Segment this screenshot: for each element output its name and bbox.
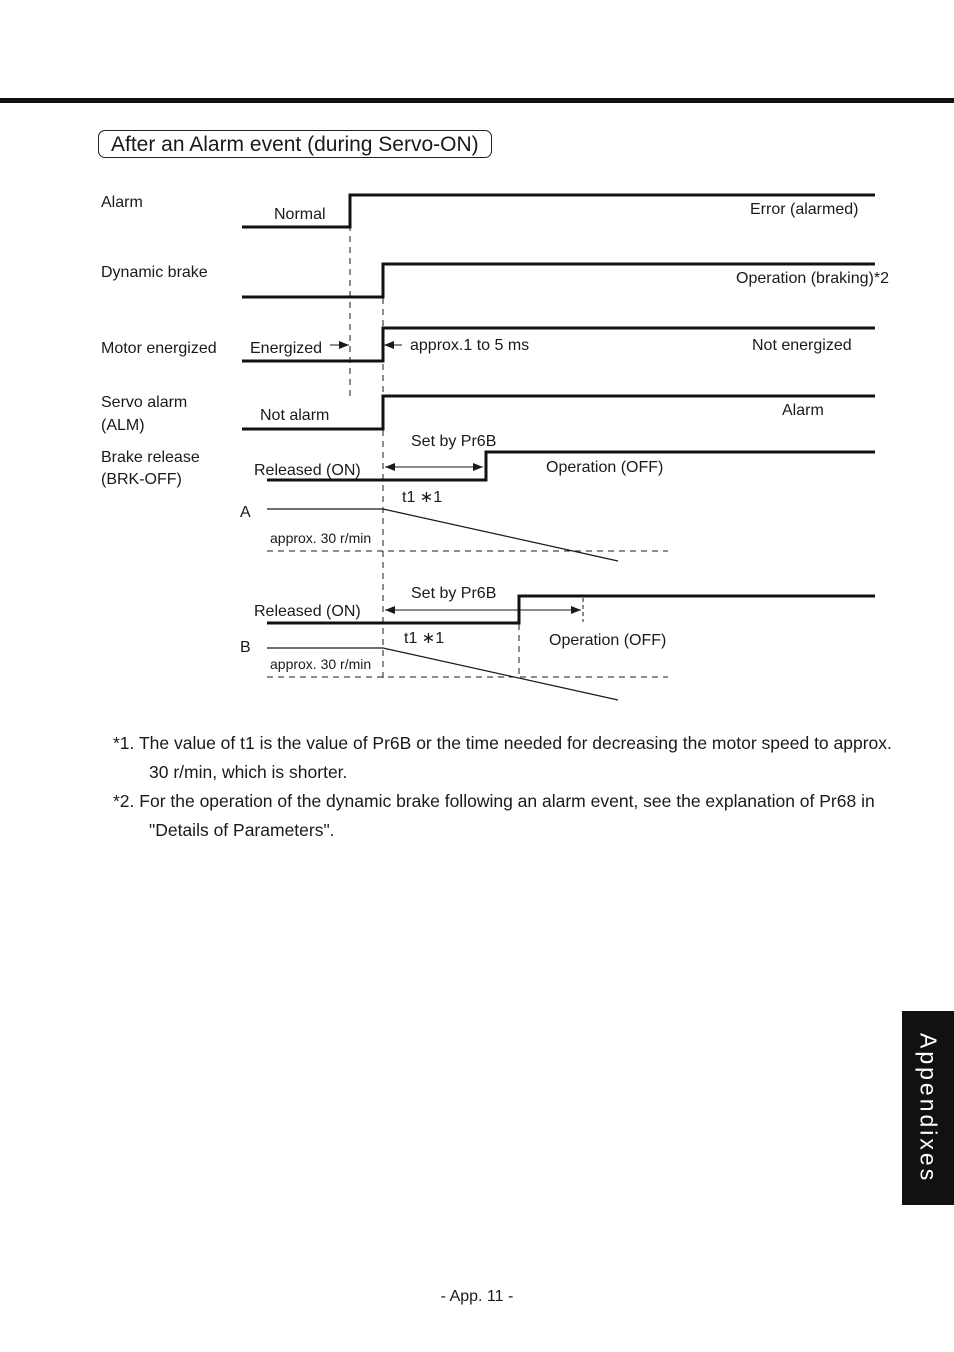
- servo-alarm-signal-name-line1: Servo alarm: [101, 394, 188, 411]
- case-a-speed-threshold-label: approx. 30 r/min: [270, 530, 372, 546]
- case-b-before-label: Released (ON): [254, 603, 361, 620]
- case-b-after-label: Operation (OFF): [549, 632, 667, 649]
- footnote-2: *2. For the operation of the dynamic brake following an alarm event, see the explanation of Pr68 in "Details of Parameters".: [113, 791, 875, 840]
- case-a-label: A: [240, 504, 251, 521]
- motor-energized-before-label: Energized: [250, 340, 323, 357]
- case-b-t1-label: t1 ∗1: [404, 630, 445, 647]
- motor-energized-signal-name: Motor energized: [101, 340, 217, 357]
- alarm-before-label: Normal: [274, 206, 326, 223]
- case-b-setting-label: Set by Pr6B: [411, 585, 497, 602]
- case-a-after-label: Operation (OFF): [546, 459, 664, 476]
- appendixes-tab-label: Appendixes: [915, 1032, 942, 1184]
- case-a-t1-label: t1 ∗1: [402, 489, 443, 506]
- alarm-after-label: Error (alarmed): [750, 201, 859, 218]
- servo-alarm-signal-name-line2: (ALM): [101, 417, 145, 434]
- dynamic-brake-signal-name: Dynamic brake: [101, 264, 208, 281]
- case-a-before-label: Released (ON): [254, 462, 361, 479]
- case-a-setting-label: Set by Pr6B: [411, 433, 497, 450]
- appendixes-tab: [902, 1011, 954, 1205]
- servo-alarm-before-label: Not alarm: [260, 407, 330, 424]
- brake-release-signal-name-line2: (BRK-OFF): [101, 471, 182, 488]
- brake-release-signal-name-line1: Brake release: [101, 449, 200, 466]
- footnote-1: *1. The value of t1 is the value of Pr6B or the time needed for decreasing the motor speed to approx. 30 r/min, which is shorter.: [113, 733, 892, 782]
- dynamic-brake-after-label: Operation (braking)*2: [736, 270, 889, 287]
- delay-label: approx.1 to 5 ms: [410, 337, 530, 354]
- servo-alarm-after-label: Alarm: [782, 402, 824, 419]
- motor-energized-after-label: Not energized: [752, 337, 852, 354]
- case-b-speed-threshold-label: approx. 30 r/min: [270, 656, 372, 672]
- footnotes: [113, 729, 903, 845]
- section-title: After an Alarm event (during Servo-ON): [98, 130, 492, 158]
- alarm-signal-name: Alarm: [101, 194, 143, 211]
- case-b-label: B: [240, 639, 251, 656]
- page-number: - App. 11 -: [440, 1288, 514, 1305]
- servo-alarm-waveform: [242, 396, 875, 429]
